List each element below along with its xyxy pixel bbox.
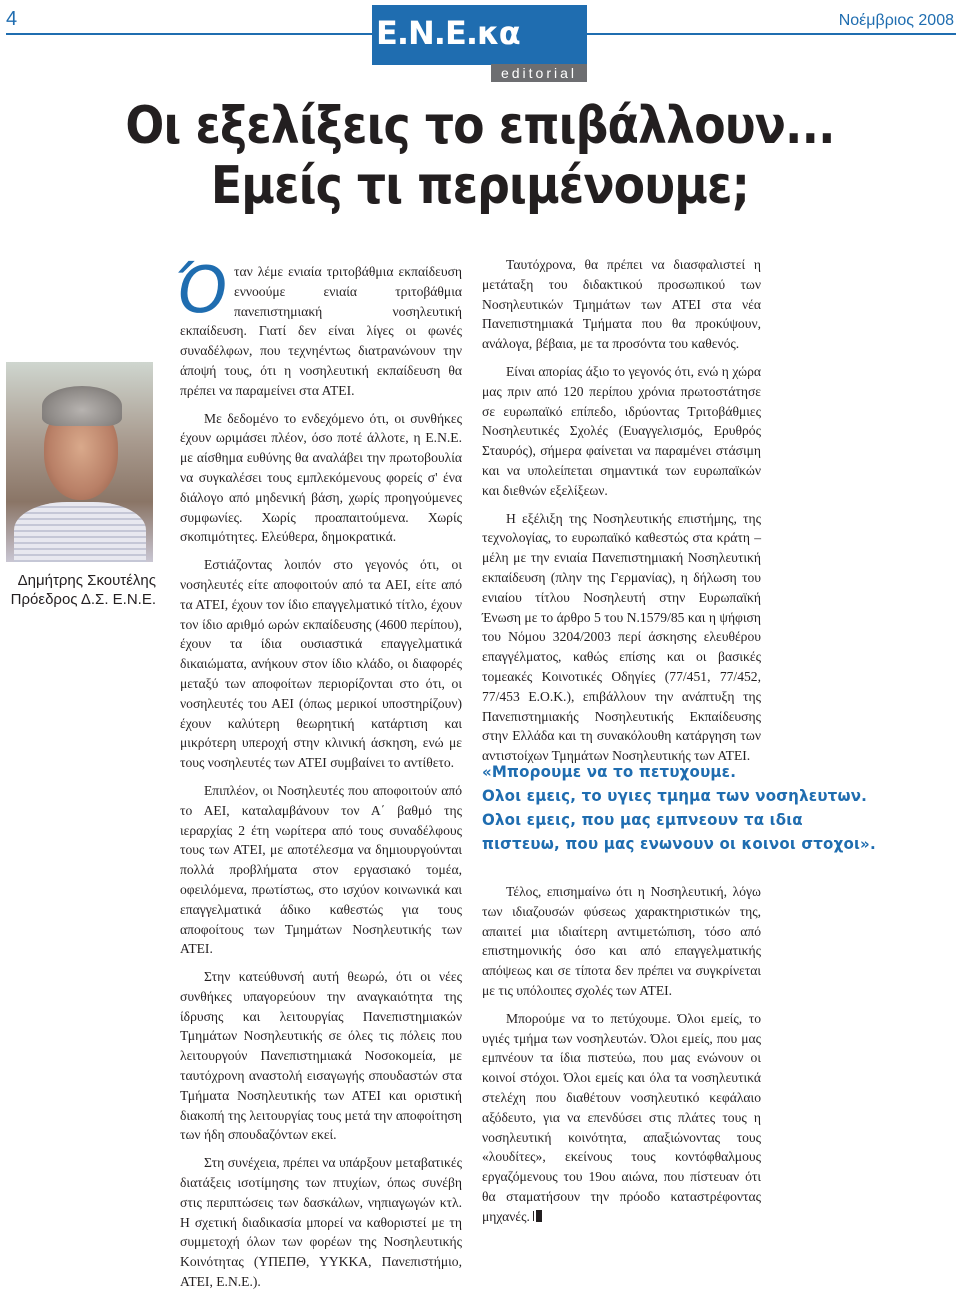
pull-quote (482, 760, 952, 856)
photo-shirt (14, 502, 146, 562)
paragraph: Επιπλέον, οι Νοσηλευτές που αποφοιτούν από το ΑΕΙ, καταλαμβάνουν τον Α΄ βαθμό της ιεραρχίας 2 έτη νωρίτερα από τους συναδέλφους τους των ΑΤΕΙ, με αποτέλεσμα να δημιουργούνται πολλά προβλήματα στον εργασιακό τομέα, οφειλόμενα, πρωτίστως, στο ισχύον κοινωνικά και επαγγελματικά άδικο καθεστώς για τους αποφοίτους των Τμημάτων Νοσηλευτικής των ΑΤΕΙ. (180, 782, 462, 957)
closing-text: Μπορούμε να το πετύχουμε. Όλοι εμείς, το υγιές τμήμα των νοσηλευτών. Όλοι εμείς, που μας εμπνέουν τα ίδια πιστεύω, που μας ενώνουν οι κοινοί στόχοι. Όλοι εμείς και όλα τα νοσηλευτικά στελέχη που διαθέτουν νοσηλευτικό κεφάλαιο αξόδευτο, για να επενδύσει στις πλάτες τους η νοσηλευτική κοινότητα, απαξιώνοντας τους «λουδίτες», εκείνους τους κοντόφθαλμους εργαζόμενους του 19ου αιώνα, που πίστευαν ότι θα σταματήσουν την πρόοδο καταστρέφοντας μηχανές. (482, 1010, 761, 1224)
paragraph: Τέλος, επισημαίνω ότι η Νοσηλευτική, λόγω των ιδιαζουσών φύσεως χαρακτηριστικών της, απαιτεί μια ιδιαίτερη αντιμετώπιση, τόσο από επιστημονικής όσο και από επαγγελματικής απόψεως και σε τίποτα δεν πρέπει να συγκρίνεται με τις υπόλοιπες σχολές των ΑΤΕΙ. (482, 884, 761, 998)
paragraph: Στη συνέχεια, πρέπει να υπάρξουν μεταβατικές διατάξεις ισοτίμησης των πτυχίων, όπως συνέβη στις περιπτώσεις των δασκάλων, νηπιαγωγών κτλ. Η σχετική διαδικασία μπορεί να καθοριστεί με τη συμμετοχή όλων των φορέων της Νοσηλευτικής Κοινότητας (ΥΠΕΠΘ, ΥΥΚΚΑ, Πανεπιστήμιο, ΑΤΕΙ, Ε.Ν.Ε.). (180, 1155, 462, 1290)
author-photo (6, 362, 153, 562)
lead-paragraph (170, 254, 462, 401)
author-role: Πρόεδρος Δ.Σ. Ε.Ν.Ε. (10, 591, 156, 608)
brand-name: Ε.Ν.Ε.κα (376, 14, 520, 52)
headline-line-2: Εμείς τι περιμένουμε; (210, 156, 750, 216)
dropcap: Ό (170, 254, 234, 328)
paragraph: Εστιάζοντας λοιπόν στο γεγονός ότι, οι νοσηλευτές είτε αποφοιτούν από τα ΑΕΙ, είτε από τα ΑΤΕΙ, έχουν τον ίδιο επαγγελματικό τίτλο, έχουν τον ίδιο αριθμό ωρών εκπαίδευσης (4600 περίπου), έχουν τα ίδια ουσιαστικά επαγγελματικά δικαιώματα, ανήκουν στον ίδιο κλάδο, οι διαφορές μεταξύ των αποφοίτων περιορίζονται στο ότι, οι νοσηλευτές του ΑΕΙ (όπως μερικοί υποστηρίζουν) έχουν καλύτερη θεωρητική κατάρτιση και μικρότερη υπεροχή στην κλινική άσκηση, ενώ με τους νοσηλευτές των ΑΤΕΙ συμβαίνει το αντίθετο. (180, 557, 462, 771)
paragraph: Στην κατεύθυνσή αυτή θεωρώ, ότι οι νέες συνθήκες υπαγορεύουν την αναγκαιότητα της ίδρυσης και λειτουργίας Πανεπιστημιακών Τμημάτων Νοσηλευτικής σε όλες τις πόλεις που λειτουργούν Πανεπιστημιακά Νοσοκομεία, με ταυτόχρονη αναστολή εισαγωγής σπουδαστών στα Τμήματα Νοσηλευτικής των ΑΤΕΙ και οριστική διακοπή της λειτουργίας τους μετά την αποφοίτηση των ήδη σπουδαζόντων εκεί. (180, 969, 462, 1143)
lead-text: ταν λέμε ενιαία τριτοβάθμια εκπαίδευση εννοούμε ενιαία τριτοβάθμια πανεπιστημιακή νοσηλευτική εκπαίδευση. Γιατί δεν είναι λίγες οι φωνές συναδέλφων, που τεχνηέντως διατρανώνουν την άποψή τους, ότι η νοσηλευτική εκπαίδευση θα πρέπει να παραμείνει στα ΑΤΕΙ. (180, 264, 462, 398)
page-number: 4 (6, 8, 18, 30)
photo-hair (42, 386, 122, 426)
paragraph: Είναι απορίας άξιο το γεγονός ότι, ενώ η χώρα μας πριν από 120 περίπου χρόνια πρωτοστάτησε σε ευρωπαϊκό επίπεδο, ιδρύοντας Τριτοβάθμιες Νοσηλευτικές Σχολές (Ευαγγελισμός, Ερυθρός Σταυρός), σήμερα φαίνεται να παραμένει στάσιμη και να υπολείπεται σημαντικά των ευρωπαϊκών και διεθνών εξελίξεων. (482, 363, 761, 498)
pull-quote-line: «Μπορουμε να το πετυχουμε. (482, 763, 737, 781)
issue-date: Νοέμβριος 2008 (838, 12, 954, 29)
headline-line-1: Οι εξελίξεις το επιβάλλουν... (125, 96, 835, 156)
paragraph: Με δεδομένο το ενδεχόμενο ότι, οι συνθήκες έχουν ωριμάσει πλέον, όσο ποτέ άλλοτε, η Ε.Ν.Ε. με αίσθημα ευθύνης θα αναλάβει την πρωτοβουλία να συγκαλέσει τους εμπλεκόμενους φορείς σ' ένα διάλογο από μηδενική βάση, χωρίς προηγούμενες συμφωνίες. Χωρίς προαπαιτούμενα. Χωρίς σκοπιμότητες. Ελεύθερα, δημοκρατικά. (180, 410, 462, 545)
paragraph: Ταυτόχρονα, θα πρέπει να διασφαλιστεί η μετάταξη του διδακτικού προσωπικού των Νοσηλευτικών Τμημάτων των ΑΤΕΙ στα νέα Πανεπιστημιακά Τμήματα που θα προκύψουν, ανάλογα, βέβαια, με τα προσόντα του καθενός. (482, 257, 761, 352)
byline (6, 572, 156, 608)
section-tag: editorial (491, 64, 587, 82)
article-column-right-top (482, 255, 761, 774)
end-mark-icon (536, 1210, 542, 1222)
paragraph: Η εξέλιξη της Νοσηλευτικής επιστήμης, της τεχνολογίας, το ευρωπαϊκό καθεστώς στα κράτη –μέλη με την ενιαία Πανεπιστημιακή Νοσηλευτική εκπαίδευση (πλην της Γερμανίας), η δήλωση του ενιαίου τίτλου Νοσηλευτή στην Ευρωπαϊκή Ένωση με το άρθρο 5 του Ν.1579/85 και η ψήφιση του Νόμου 3204/2003 περί άσκησης ελευθέρου επαγγέλματος, καθώς επίσης και οι βασικές τομεακές Κοινοτικές Οδηγίες (77/451, 77/452, 77/453 Ε.Ο.Κ.), επιβάλλουν την ανάπτυξη της Πανεπιστημιακής Νοσηλευτικής Εκπαίδευσης στην Ελλάδα και τη συνακόλουθη κατάργηση των αντιστοίχων Τμημάτων Νοσηλευτικής των ΑΤΕΙ. (482, 510, 761, 764)
article-column-right-bottom (482, 882, 761, 1235)
pull-quote-line: πιστευω, που μας ενωνουν οι κοινοι στοχοι». (482, 835, 876, 853)
author-name: Δημήτρης Σκουτέλης (17, 572, 156, 589)
headline (58, 96, 903, 216)
article-column-middle (170, 254, 462, 1300)
brand-logo (372, 5, 587, 65)
closing-paragraph (482, 1009, 761, 1227)
pull-quote-line: Ολοι εμεις, που μας εμπνεουν τα ιδια (482, 811, 803, 829)
pull-quote-line: Ολοι εμεις, το υγιες τμημα των νοσηλευτων. (482, 787, 868, 805)
